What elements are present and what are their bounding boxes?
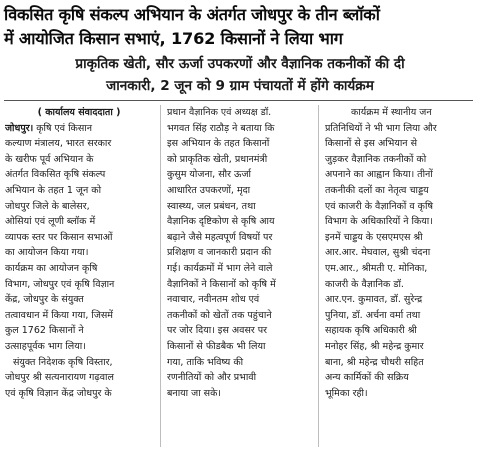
text-line: किसानों से इस अभियान से (325, 138, 418, 150)
text-line: आर.एन. कुमावत, डॉ. सुरेन्द्र (325, 294, 423, 306)
text-line: एवं कृषि विज्ञान केंद्र जोधपुर के (5, 387, 112, 399)
text-line: प्रधान वैज्ञानिक एवं अध्यक्ष डॉ. (167, 107, 272, 118)
article-column-3 (325, 105, 473, 401)
subheadline-line-1: प्राकृतिक खेती, सौर ऊर्जा उपकरणों और वैज्ञानिक तकनीकों की दी (75, 56, 405, 72)
text-line: बढ़ाने जैसे महत्वपूर्ण विषयों पर (167, 231, 273, 243)
text-line: रणनीतियों को और प्रभावी (167, 372, 257, 384)
text-line: प्रतिनिधियों ने भी भाग लिया और (325, 122, 437, 134)
article-column-1 (5, 105, 153, 401)
text-line: आर.आर. मेघवाल, सुश्री चंदना (325, 247, 431, 259)
text-line: एम.आर., श्रीमती ए. मोनिका, (325, 262, 428, 274)
text-line: कृषि एवं किसान (36, 122, 92, 134)
text-line: पुनिया, डॉ. अर्चना वर्मा तथा (325, 309, 421, 321)
text-line: जोधपुर श्री सत्यनारायण गढ़वाल (5, 372, 114, 384)
text-line: विभाग, जोधपुर एवं कृषि विज्ञान (5, 278, 115, 290)
text-line: का आयोजन किया गया। (5, 247, 89, 259)
text-line: आधारित उपकरणों, मृदा (167, 184, 251, 196)
text-line: इनमें चाड्डय के एसएमएस श्री (325, 231, 423, 243)
text-line: अभियान के तहत 1 जून को (5, 184, 102, 196)
text-line: पर जोर दिया। इस अवसर पर (167, 325, 268, 337)
headline (4, 3, 474, 51)
subheadline (14, 53, 466, 97)
text-line: कुल 1762 किसानों ने (5, 325, 84, 337)
text-line: सहायक कृषि अधिकारी श्री (325, 325, 417, 337)
text-line: जोधपुर जिले के बालेसर, (5, 200, 90, 212)
text-line: वैज्ञानिक दृष्टिकोण से कृषि आय (167, 216, 275, 228)
text-line: एवं काजरी के वैज्ञानिकों व कृषि (325, 200, 433, 212)
text-line: अन्य कार्मिकों की सक्रिय (325, 372, 409, 384)
text-line: उत्साहपूर्वक भाग लिया। (5, 340, 86, 352)
text-line: बनाया जा सके। (167, 387, 221, 399)
text-line: भगवत सिंह राठौड़ ने बताया कि (167, 122, 275, 134)
text-line: के खरीफ पूर्व अभियान के (5, 153, 94, 165)
text-line: प्रशिक्षण व जानकारी प्रदान की (167, 247, 272, 259)
text-line: व्यापक स्तर पर किसान सभाओं (5, 231, 113, 243)
text-line: बाना, श्री महेन्द्र चौधरी सहित (325, 356, 424, 368)
text-line: नवाचार, नवीनतम शोध एवं (167, 294, 260, 306)
text-line: केंद्र, जोधपुर के संयुक्त (5, 294, 84, 306)
text-line: काजरी के वैज्ञानिक डॉ. (325, 278, 404, 290)
column-divider (318, 105, 319, 447)
dateline: जोधपुर। (5, 122, 34, 134)
text-line: विभाग के अधिकारियों ने किया। (325, 216, 433, 228)
headline-line-1: विकसित कृषि संकल्प अभियान के अंतर्गत जोधपुर के तीन ब्लॉकों (4, 5, 380, 24)
subheadline-line-2: जानकारी, 2 जून को 9 ग्राम पंचायतों में होंगे कार्यक्रम (106, 78, 374, 94)
text-line: भूमिका रही। (325, 387, 368, 399)
headline-line-2: में आयोजित किसान सभाएं, 1762 किसानों ने लिया भाग (4, 29, 343, 48)
text-line: कार्यक्रम का आयोजन कृषि (5, 262, 98, 274)
text-line: ओसियां एवं लूणी ब्लॉक में (5, 216, 96, 228)
column-divider (160, 105, 161, 447)
text-line: मनोहर सिंह, श्री महेन्द्र कुमार (325, 340, 424, 352)
text-line: स्वास्थ्य, जल प्रबंधन, तथा (167, 200, 256, 212)
text-line: संयुक्त निदेशक कृषि विस्तार, (13, 356, 113, 368)
text-line: को प्राकृतिक खेती, प्रधानमंत्री (167, 153, 268, 165)
text-line: तकनीकी दलों का नेतृत्व चाड्डय (325, 184, 429, 196)
article-column-2 (167, 105, 315, 401)
text-line: अंतर्गत विकसित कृषि संकल्प (5, 169, 106, 181)
text-line: वैज्ञानिकों ने किसानों को कृषि में (167, 278, 276, 290)
text-line: अपनाने का आह्वान किया। तीनों (325, 169, 433, 181)
text-line: कार्यक्रम में स्थानीय जन (351, 107, 432, 118)
byline: ( कार्यालय संवाददाता ) (37, 107, 121, 118)
text-line: इस अभियान के तहत किसानों (167, 138, 270, 150)
text-line: किसानों से फीडबैक भी लिया (167, 340, 266, 352)
text-line: तकनीकों को खेतों तक पहुंचाने (167, 309, 272, 321)
text-line: कल्याण मंत्रालय, भारत सरकार (5, 138, 112, 150)
text-line: कुसुम योजना, सौर ऊर्जा (167, 169, 251, 181)
text-line: जुड़कर वैज्ञानिक तकनीकों को (325, 153, 427, 165)
text-line: गई। कार्यक्रमों में भाग लेने वाले (167, 262, 273, 274)
text-line: गया, ताकि भविष्य की (167, 356, 244, 368)
first-line (5, 121, 153, 137)
text-line: तत्वावधान में किया गया, जिसमें (5, 309, 113, 321)
divider (4, 100, 473, 101)
